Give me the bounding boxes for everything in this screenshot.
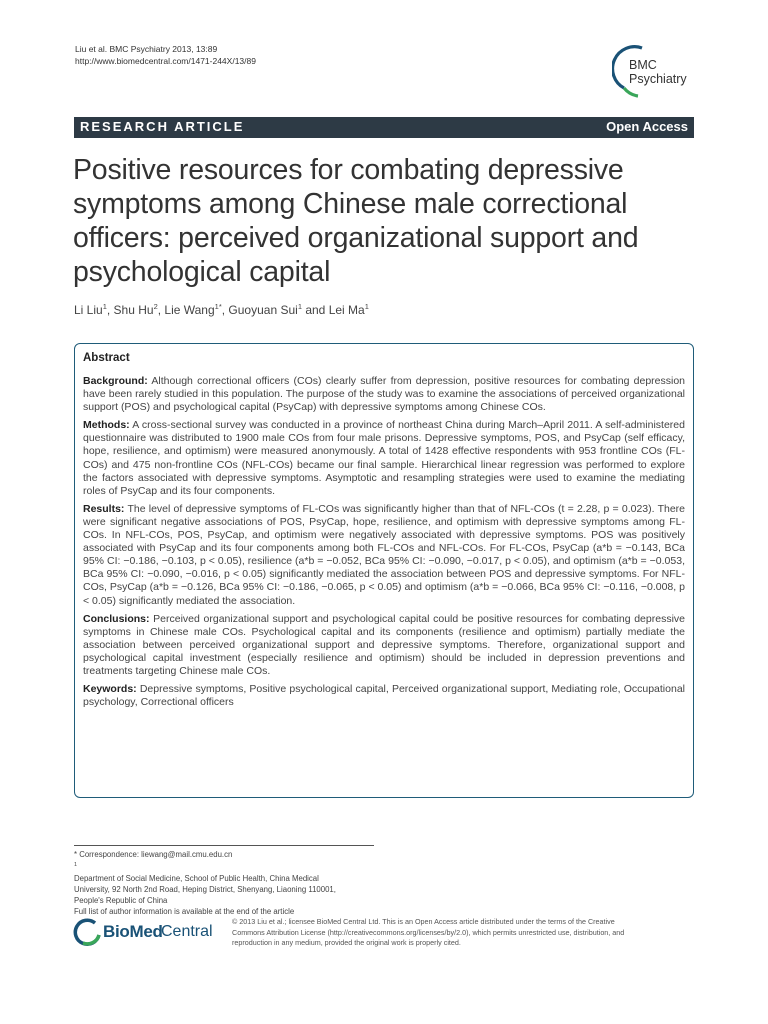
author-affiliation: 1 — [364, 302, 369, 311]
bmc-psychiatry-logo — [612, 44, 712, 100]
affiliation-line: University, 92 North 2nd Road, Heping District, Shenyang, Liaoning 110001, — [74, 884, 336, 894]
logo-text-bmc: BMC — [629, 58, 657, 72]
section-label: Conclusions: — [83, 612, 150, 625]
abstract-keywords — [83, 683, 685, 709]
section-text: The level of depressive symptoms of FL-COs was significantly higher than that of NFL-COs (t = 2.28, p = 0.023). There were significant negative associations of POS, PsyCap, hope, resilience, and optimism with depressive symptoms among FL-COs. In NFL-COs, POS, PsyCap, and optimism were negatively associated with depressive symptoms. POS was positively associated with PsyCap and its four components among both FL-COs and NFL-COs. For FL-COs, PsyCap (a*b = −0.143, BCa 95% CI: −0.186, −0.103, p < 0.05), resilience (a*b = −0.052, BCa 95% CI: −0.090, −0.017, p < 0.05), and optimism (a*b = −0.053, BCa 95% CI: −0.090, −0.016, p < 0.05) significantly mediated the association between POS and depressive symptoms. For NFL-COs, PsyCap (a*b = −0.126, BCa 95% CI: −0.186, −0.065, p < 0.05) and optimism (a*b = −0.066, BCa 95% CI: −0.116, −0.008, p < 0.05) significantly mediated the association. — [83, 502, 685, 607]
open-access-label: Open Access — [606, 119, 688, 134]
logo-word-central: Central — [161, 923, 213, 940]
license-line: reproduction in any medium, provided the original work is properly cited. — [232, 938, 461, 947]
section-text: Although correctional officers (COs) clearly suffer from depression, positive resources for combating depression have been rarely studied in this population. The purpose of the study was to examine the associations of perceived organizational support (POS) and psychological capital (PsyCap) with depressive symptoms among Chinese COs. — [83, 375, 686, 414]
author-name[interactable]: Lie Wang — [164, 303, 215, 317]
author-name[interactable]: Guoyuan Sui — [228, 303, 298, 317]
author-affiliation: 2 — [153, 302, 158, 311]
author-affiliation: 1 — [297, 302, 302, 311]
logo-text-psychiatry: Psychiatry — [629, 72, 687, 86]
section-label: Results: — [83, 502, 125, 515]
affiliation-text: Department of Social Medicine, School of Public Health, China Medical — [74, 873, 319, 883]
abstract-conclusions — [83, 613, 685, 678]
section-text: Perceived organizational support and psychological capital could be positive resources for combating depressive symptoms in Chinese male COs. Psychological capital and its components (resilience and optimism) partially mediate the association between perceived organizational support and depressive symptoms. Therefore, organizational support and psychological capital investment (especially resilience and optimism) should be included in depression preventions and treatments targeting Chinese male COs. — [83, 612, 685, 677]
abstract-content — [83, 351, 685, 714]
affiliation-line: People's Republic of China — [74, 895, 168, 905]
citation — [75, 43, 256, 67]
citation-line: Liu et al. BMC Psychiatry 2013, 13:89 — [75, 44, 218, 54]
section-label: Keywords: — [83, 683, 137, 696]
footnote-divider — [74, 845, 374, 846]
logo-word-biomed: BioMed — [103, 922, 163, 941]
author-name[interactable]: Li Liu — [74, 303, 103, 317]
biomed-central-logo — [73, 917, 233, 947]
section-label: Methods: — [83, 419, 130, 432]
author-separator: , — [221, 303, 229, 317]
correspondence-email[interactable]: * Correspondence: liewang@mail.cmu.edu.cn — [74, 850, 233, 859]
citation-url[interactable]: http://www.biomedcentral.com/1471-244X/13/89 — [75, 56, 256, 66]
license-notice — [232, 917, 624, 949]
abstract-background — [83, 375, 685, 414]
section-text: Depressive symptoms, Positive psychological capital, Perceived organizational support, Mediating role, Occupational psychology, Correctional officers — [83, 683, 685, 709]
abstract-results — [83, 503, 685, 608]
author-affiliation: 1* — [214, 302, 222, 311]
article-type-banner — [74, 117, 694, 138]
section-label: Background: — [83, 375, 148, 387]
section-text: A cross-sectional survey was conducted in a province of northeast China during March–April 2011. A self-administered questionnaire was distributed to 1900 male COs from four male prisons. Depressive symptoms, POS, and PsyCap (self efficacy, hope, resilience, and optimism) were measured anonymously. A total of 1428 effective respondents with 953 frontline COs (FL-COs) and 475 non-frontline COs (NFL-COs) became our final sample. Hierarchical linear regression was performed to explore the factors associated with depressive symptoms. Asymptotic and resampling strategies were used to examine the mediating roles of PsyCap and its four components. — [83, 419, 685, 497]
abstract-heading: Abstract — [83, 352, 130, 364]
affiliation-marker: 1 — [74, 862, 78, 868]
license-line: Commons Attribution License (http://creativecommons.org/licenses/by/2.0), which permits unrestricted use, distribution, and — [232, 927, 625, 937]
title-line: Positive resources for combating depressive — [73, 154, 624, 186]
title-line: psychological capital — [73, 256, 331, 288]
author-separator: , — [157, 303, 165, 317]
author-info-note: Full list of author information is available at the end of the article — [74, 906, 295, 916]
title-line: symptoms among Chinese male correctional — [73, 188, 628, 220]
author-separator: and — [301, 303, 329, 317]
abstract-box — [74, 343, 694, 798]
author-separator: , — [106, 303, 114, 317]
author-list — [74, 302, 369, 317]
author-affiliation: 1 — [102, 302, 107, 311]
license-line: © 2013 Liu et al.; licensee BioMed Central Ltd. This is an Open Access article distributed under the terms of the Creative — [232, 917, 615, 926]
research-article-label: RESEARCH ARTICLE — [80, 119, 245, 134]
biomed-swirl-icon — [73, 917, 103, 947]
footnotes — [74, 849, 336, 917]
article-title — [73, 153, 693, 289]
author-name[interactable]: Lei Ma — [328, 303, 365, 317]
abstract-methods — [83, 419, 685, 498]
title-line: officers: perceived organizational support and — [73, 222, 639, 254]
affiliation-line — [74, 860, 336, 884]
author-name[interactable]: Shu Hu — [113, 303, 154, 317]
